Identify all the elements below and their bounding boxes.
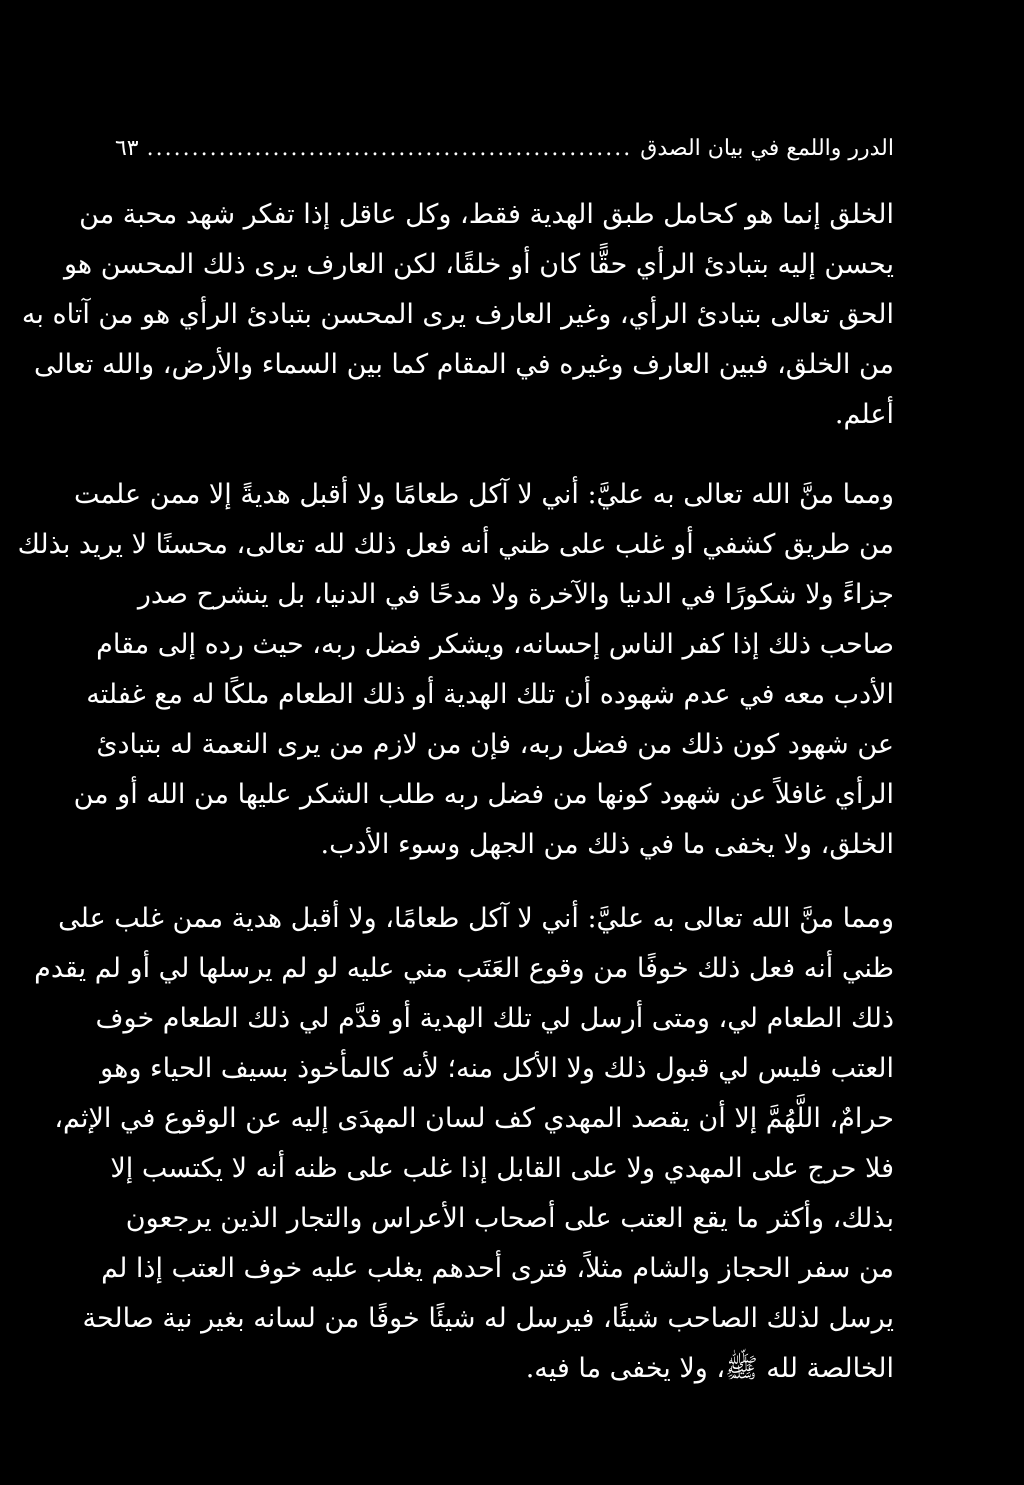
text-line: ومما منَّ الله تعالى به عليَّ: أني لا آكل طعامًا ولا أقبل هديةً إلا ممن علمت (73, 479, 894, 510)
text-line: حرامٌ، اللَّهُمَّ إلا أن يقصد المهدي كف لسان المهدَى إليه عن الوقوع في الإثم، (54, 1103, 894, 1134)
page-number: ٦٣ (114, 136, 139, 161)
text-line: الرأي غافلاً عن شهود كونها من فضل ربه طلب الشكر عليها من الله أو من (73, 779, 894, 810)
text-line: ذلك الطعام لي، ومتى أرسل لي تلك الهدية أو قدَّم لي ذلك الطعام خوف (95, 1003, 894, 1034)
paragraph-spacer (140, 870, 894, 894)
text-line: ومما منَّ الله تعالى به عليَّ: أني لا آكل طعامًا، ولا أقبل هدية ممن غلب على (58, 903, 894, 934)
paragraph-spacer (140, 440, 894, 470)
body-text (17, 190, 894, 1394)
text-line: فلا حرج على المهدي ولا على القابل إذا غلب على ظنه أنه لا يكتسب إلا (110, 1153, 894, 1184)
running-header (114, 136, 894, 176)
header-title: الدرر واللمع في بيان الصدق (640, 136, 894, 161)
text-line: من طريق كشفي أو غلب على ظني أنه فعل ذلك لله تعالى، محسنًا لا يريد بذلك (17, 529, 894, 560)
text-line: بذلك، وأكثر ما يقع العتب على أصحاب الأعراس والتجار الذين يرجعون (125, 1203, 894, 1234)
text-line: الخلق، ولا يخفى ما في ذلك من الجهل وسوء الأدب. (320, 829, 894, 860)
text-line: الأدب معه في عدم شهوده أن تلك الهدية أو ذلك الطعام ملكًا له مع غفلته (86, 679, 894, 710)
text-line: صاحب ذلك إذا كفر الناس إحسانه، ويشكر فضل ربه، حيث رده إلى مقام (96, 629, 894, 660)
text-line: جزاءً ولا شكورًا في الدنيا والآخرة ولا مدحًا في الدنيا، بل ينشرح صدر (137, 579, 894, 610)
text-line: الخالصة لله ﷺ، ولا يخفى ما فيه. (525, 1353, 894, 1384)
header-leader-dots: ...................................................... (146, 136, 633, 161)
text-line: من سفر الحجاز والشام مثلاً، فترى أحدهم يغلب عليه خوف العتب إذا لم (101, 1253, 894, 1284)
text-line: ظني أنه فعل ذلك خوفًا من وقوع العَتَب مني عليه لو لم يرسلها لي أو لم يقدم (34, 953, 894, 984)
text-line: الخلق إنما هو كحامل طبق الهدية فقط، وكل عاقل إذا تفكر شهد محبة من (79, 199, 894, 230)
paragraph-2 (17, 470, 894, 870)
text-line: العتب فليس لي قبول ذلك ولا الأكل منه؛ لأنه كالمأخوذ بسيف الحياء وهو (100, 1053, 894, 1084)
text-line: الحق تعالى بتبادئ الرأي، وغير العارف يرى المحسن بتبادئ الرأي هو من آتاه به (21, 299, 894, 330)
paragraph-1 (21, 190, 894, 440)
text-line: عن شهود كون ذلك من فضل ربه، فإن من لازم من يرى النعمة له بتبادئ (96, 729, 894, 760)
text-line: أعلم. (834, 399, 894, 430)
text-line: يحسن إليه بتبادئ الرأي حقًّا كان أو خلقًا، لكن العارف يرى ذلك المحسن هو (63, 249, 894, 280)
text-line: من الخلق، فبين العارف وغيره في المقام كما بين السماء والأرض، والله تعالى (33, 349, 894, 380)
paragraph-3 (34, 894, 894, 1394)
text-line: يرسل لذلك الصاحب شيئًا، فيرسل له شيئًا خوفًا من لسانه بغير نية صالحة (82, 1303, 894, 1334)
